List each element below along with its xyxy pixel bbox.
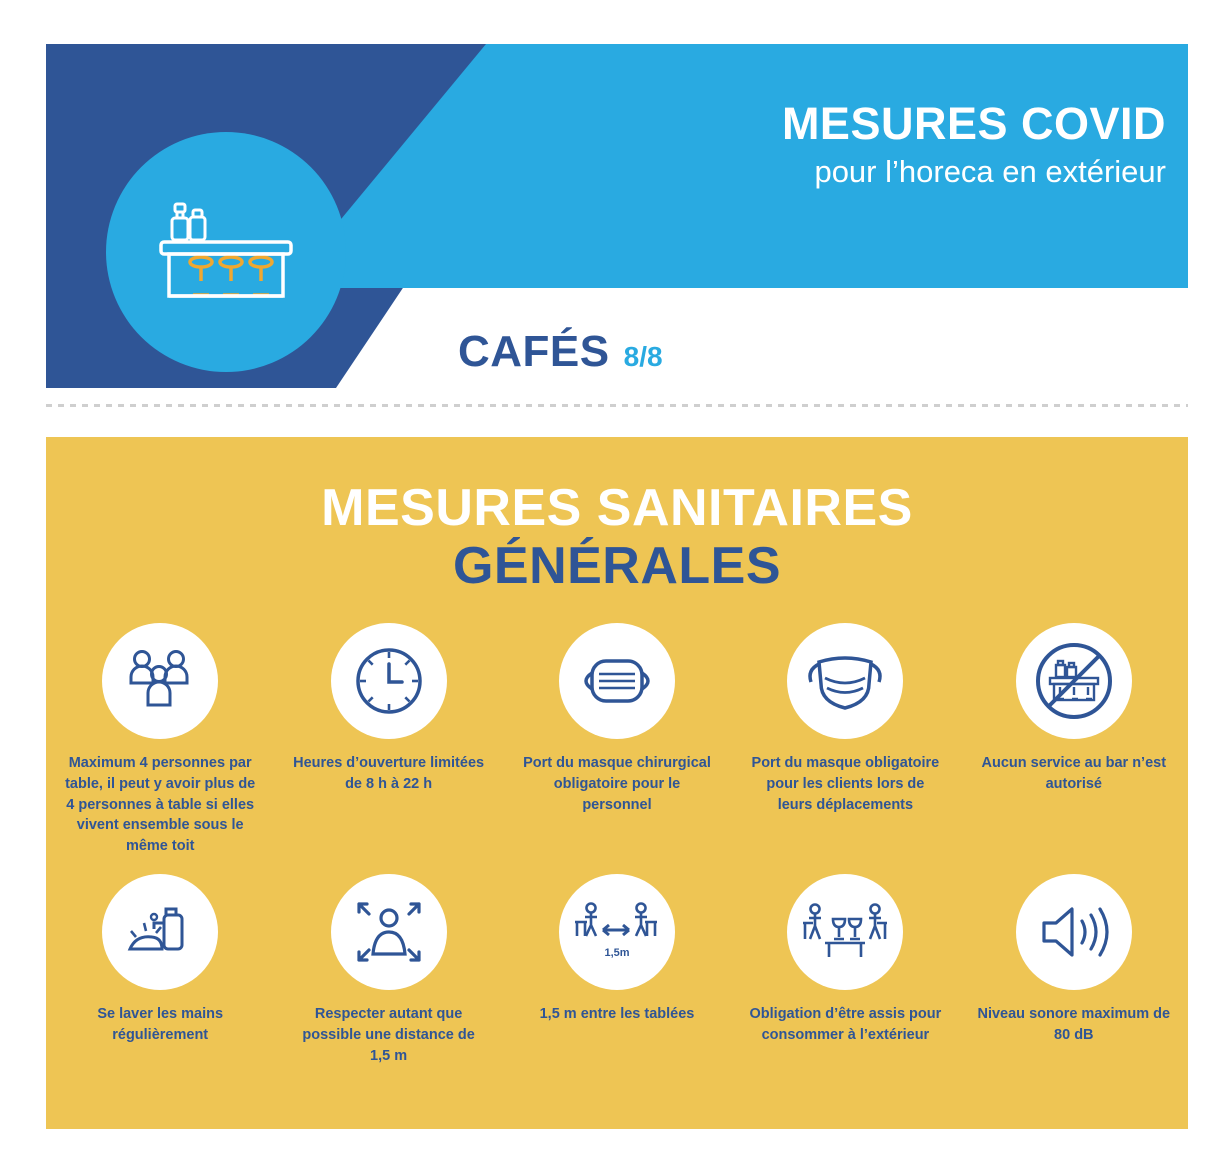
face-mask-icon [803,648,887,714]
no-bar-service-icon [1032,639,1116,723]
people-group-icon [124,647,196,715]
measure-item [46,874,274,1066]
measure-label: Heures d’ouverture limitées de 8 h à 22 h [293,755,485,793]
measure-item [503,874,731,1066]
page-title: MESURES COVID [781,98,1166,149]
dotted-divider [46,404,1188,407]
icon-wrapper [1016,623,1132,739]
panel-title-line1: MESURES SANITAIRES [321,479,913,537]
icon-wrapper [787,874,903,990]
page-subtitle: pour l’horeca en extérieur [814,154,1166,190]
measure-label: Respecter autant que possible une distance de 1,5 m [302,1006,475,1064]
icon-wrapper [331,623,447,739]
measure-item [731,874,959,1066]
social-distance-icon [349,894,429,970]
measure-item [731,623,959,856]
icon-wrapper [559,874,675,990]
page-counter: 8/8 [623,341,663,372]
measure-label: Niveau sonore maximum de 80 dB [977,1006,1171,1043]
measure-label: Obligation d’être assis pour consommer à l’extérieur [749,1006,942,1043]
category-name: CAFÉS [458,327,610,376]
icon-wrapper [102,623,218,739]
measure-item [503,623,731,856]
icon-wrapper [1016,874,1132,990]
measure-item [274,623,502,856]
header-banner [46,44,1188,388]
header-titles [782,100,1166,190]
measures-grid [46,623,1188,1066]
icon-wrapper [102,874,218,990]
category-block [458,327,663,377]
measure-label: Port du masque chirurgical obligatoire pour le personnel [523,755,711,813]
icon-caption: 1,5m [604,947,630,960]
measure-item [960,623,1188,856]
measure-label: Maximum 4 personnes par table, il peut y avoir plus de 4 personnes à table si elles vivent ensemble sous le même toit [65,755,256,854]
tables-distance-icon [571,896,663,968]
surgical-mask-icon [574,651,660,711]
measure-item [46,623,274,856]
icon-wrapper [787,623,903,739]
header-icon-circle [106,132,346,372]
measures-panel [46,437,1188,1129]
clock-icon [354,646,424,716]
measure-item [274,874,502,1066]
handwash-icon [118,897,202,967]
seated-table-icon [799,899,891,965]
measure-label: Aucun service au bar n’est autorisé [981,755,1167,793]
icon-wrapper [559,623,675,739]
icon-wrapper [331,874,447,990]
sound-level-icon [1034,901,1114,963]
measure-label: Port du masque obligatoire pour les clients lors de leurs déplacements [751,755,940,813]
panel-title-line2: GÉNÉRALES [452,537,782,596]
measure-item [960,874,1188,1066]
measure-label: 1,5 m entre les tablées [539,1006,695,1023]
measure-label: Se laver les mains régulièrement [97,1006,224,1043]
bar-counter-icon [151,192,301,312]
